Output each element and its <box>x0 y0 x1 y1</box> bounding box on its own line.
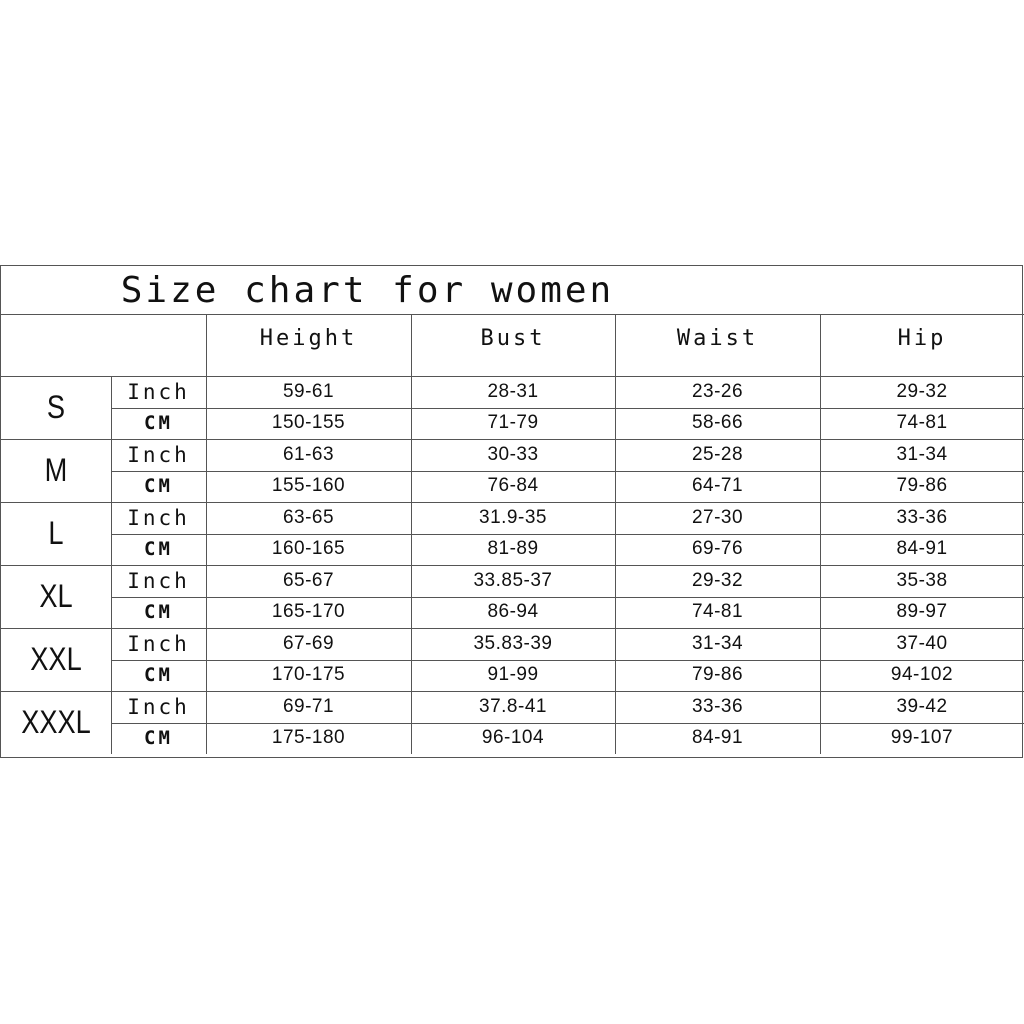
table-cell: 35.83-39 <box>473 632 553 654</box>
column-header-height: Height <box>259 325 358 351</box>
table-cell: 165-170 <box>271 601 346 623</box>
table-cell: 86-94 <box>487 601 539 623</box>
unit-label-inch: Inch <box>127 442 190 467</box>
table-cell: 96-104 <box>481 727 545 749</box>
table-cell: 31-34 <box>896 443 948 465</box>
row-divider-inner <box>111 534 1024 535</box>
unit-label-inch: Inch <box>127 568 190 593</box>
row-divider-inner <box>111 408 1024 409</box>
unit-label-cm: CM <box>144 412 173 435</box>
table-cell: 31.9-35 <box>479 506 547 528</box>
table-cell: 76-84 <box>487 475 539 497</box>
table-cell: 28-31 <box>487 380 539 402</box>
table-cell: 69-76 <box>691 538 744 560</box>
table-cell: 33-36 <box>896 506 948 528</box>
table-cell: 74-81 <box>691 601 744 623</box>
size-label: XL <box>39 578 73 614</box>
table-cell: 33.85-37 <box>473 569 553 591</box>
unit-label-cm: CM <box>144 727 173 750</box>
column-header-waist: Waist <box>676 325 759 351</box>
unit-label-inch: Inch <box>127 631 190 656</box>
row-divider-inner <box>111 597 1024 598</box>
table-cell: 31-34 <box>691 632 744 654</box>
unit-label-inch: Inch <box>127 379 190 404</box>
column-header-bust: Bust <box>480 325 546 351</box>
table-cell: 30-33 <box>487 443 539 465</box>
table-cell: 25-28 <box>691 443 744 465</box>
table-cell: 89-97 <box>896 601 948 623</box>
table-cell: 23-26 <box>691 380 744 402</box>
table-cell: 94-102 <box>890 664 954 686</box>
table-cell: 29-32 <box>691 569 744 591</box>
table-cell: 99-107 <box>890 727 954 749</box>
size-label: M <box>44 452 68 488</box>
unit-label-cm: CM <box>144 475 173 498</box>
table-cell: 170-175 <box>271 664 346 686</box>
table-cell: 63-65 <box>282 506 335 528</box>
size-label: S <box>46 389 66 425</box>
table-cell: 84-91 <box>896 538 948 560</box>
table-cell: 71-79 <box>487 412 539 434</box>
table-cell: 81-89 <box>487 538 539 560</box>
table-cell: 91-99 <box>487 664 539 686</box>
table-cell: 39-42 <box>896 695 948 717</box>
table-cell: 37.8-41 <box>479 695 547 717</box>
unit-label-cm: CM <box>144 601 173 624</box>
unit-label-cm: CM <box>144 538 173 561</box>
unit-label-cm: CM <box>144 664 173 687</box>
table-cell: 64-71 <box>691 475 744 497</box>
size-label: L <box>48 515 64 551</box>
row-divider-inner <box>111 660 1024 661</box>
table-cell: 79-86 <box>691 664 744 686</box>
unit-label-inch: Inch <box>127 505 190 530</box>
table-cell: 150-155 <box>271 412 346 434</box>
size-label: XXL <box>30 641 82 677</box>
table-cell: 155-160 <box>271 475 346 497</box>
column-header-hip: Hip <box>897 325 947 351</box>
row-divider-inner <box>111 471 1024 472</box>
table-cell: 67-69 <box>282 632 335 654</box>
table-cell: 35-38 <box>896 569 948 591</box>
table-cell: 74-81 <box>896 412 948 434</box>
table-cell: 27-30 <box>691 506 744 528</box>
table-cell: 65-67 <box>282 569 335 591</box>
table-cell: 29-32 <box>896 380 948 402</box>
unit-label-inch: Inch <box>127 694 190 719</box>
table-cell: 79-86 <box>896 475 948 497</box>
row-divider-inner <box>111 723 1024 724</box>
table-cell: 37-40 <box>896 632 948 654</box>
chart-title: Size chart for women <box>120 269 615 311</box>
size-chart-table <box>0 265 1023 758</box>
table-cell: 84-91 <box>691 727 744 749</box>
table-cell: 33-36 <box>691 695 744 717</box>
size-label: XXXL <box>21 704 91 740</box>
table-cell: 69-71 <box>282 695 335 717</box>
table-cell: 58-66 <box>691 412 744 434</box>
table-cell: 175-180 <box>271 727 346 749</box>
table-cell: 160-165 <box>271 538 346 560</box>
table-cell: 59-61 <box>282 380 335 402</box>
table-cell: 61-63 <box>282 443 335 465</box>
